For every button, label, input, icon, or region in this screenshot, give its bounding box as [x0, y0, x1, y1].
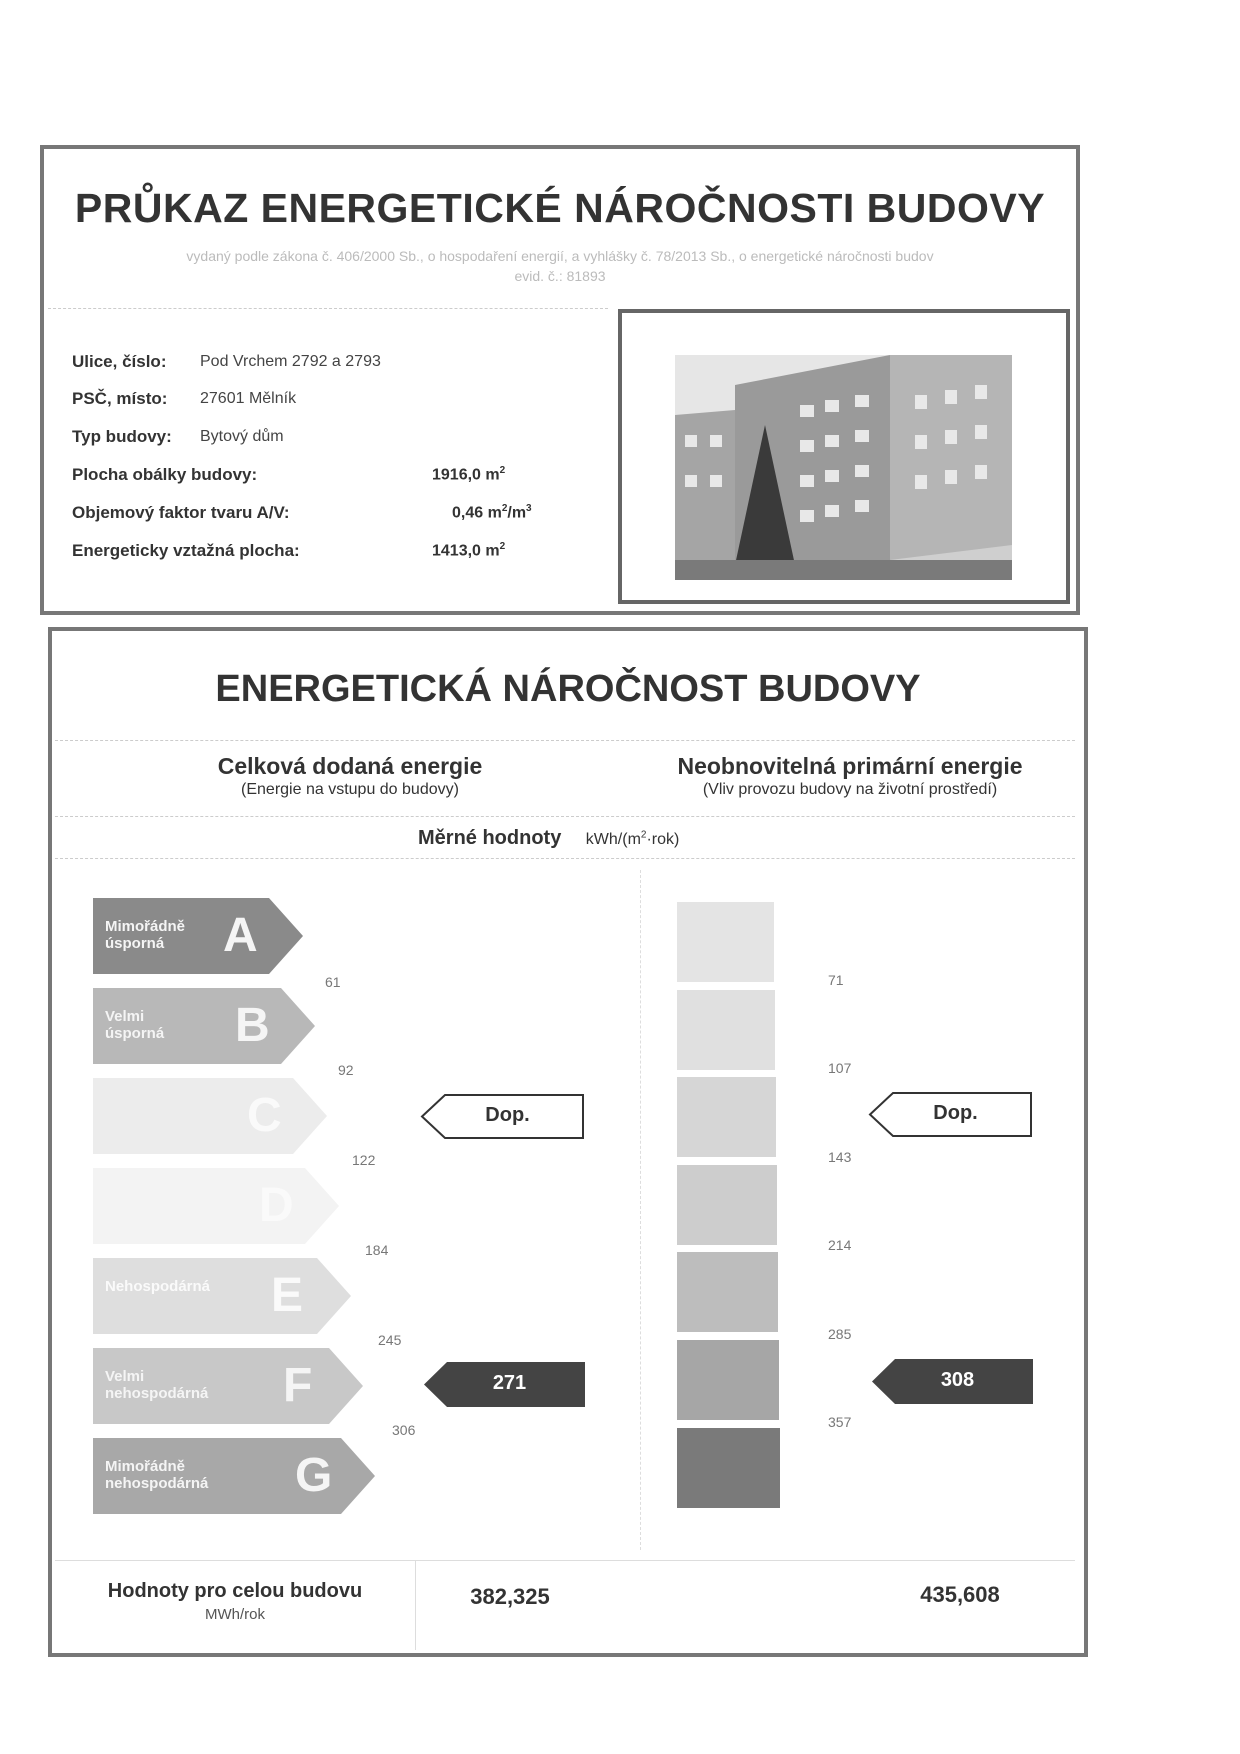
document-subtitle	[60, 246, 1060, 286]
energy-class-g-name	[105, 1458, 208, 1492]
class-name-line-1: Velmi	[105, 1008, 145, 1025]
primary-energy-class-bar	[677, 1077, 776, 1157]
street-value: Pod Vrchem 2792 a 2793	[200, 353, 381, 370]
class-name-line-2: nehospodárná	[105, 1385, 209, 1402]
left-tick-label: 61	[325, 974, 341, 990]
building-photo	[675, 355, 1012, 580]
primary-energy-class-bar	[677, 990, 775, 1070]
right-tick-label: 71	[828, 972, 844, 988]
reference-label-right: Dop.	[933, 1102, 978, 1124]
energy-class-c-arrow	[93, 1078, 329, 1154]
right-column-subheader: (Vliv provozu budovy na životní prostředí)	[702, 781, 998, 798]
energy-class-b-name	[105, 1008, 164, 1042]
right-column-header: Neobnovitelná primární energie	[677, 753, 1023, 779]
class-name-line-2: nehospodárná	[105, 1475, 209, 1492]
energy-area-value: 1413,0 $m^2$	[432, 541, 506, 560]
divider	[55, 858, 1075, 859]
shape-factor-value: 0,46 $m^2/m^3$	[452, 503, 532, 522]
psc-value: 27601 Mělník	[200, 390, 297, 407]
shape-factor-label: Objemový faktor tvaru A/V:	[72, 503, 290, 522]
class-name-line-2: úsporná	[105, 1025, 165, 1042]
area-value: 1916,0 $m^2$	[432, 465, 506, 484]
value-label-right: 308	[940, 1369, 975, 1391]
summary-right-value: 435,608	[920, 1582, 1000, 1607]
street-label: Ulice, číslo:	[72, 352, 167, 371]
right-tick-label: 143	[828, 1149, 852, 1165]
subtitle-line-1: vydaný podle zákona č. 406/2000 Sb., o hospodaření energií, a vyhlášky č. 78/2013 Sb., o energetické náročnosti budov	[186, 248, 934, 264]
class-name-line-2: úsporná	[105, 935, 165, 952]
energy-class-d-letter: D	[259, 1179, 294, 1232]
energy-class-e-name	[105, 1278, 210, 1295]
right-tick-label: 357	[828, 1414, 852, 1430]
primary-energy-class-bar	[677, 1252, 778, 1332]
summary-divider	[415, 1560, 416, 1650]
primary-energy-class-bar	[677, 1340, 779, 1420]
left-tick-label: 245	[378, 1332, 402, 1348]
right-tick-label: 285	[828, 1326, 852, 1342]
specific-values-row	[418, 827, 679, 850]
class-name-line-1: Nehospodárná	[105, 1278, 211, 1295]
primary-energy-class-bar	[677, 902, 774, 982]
energy-class-a-letter: A	[223, 909, 258, 962]
left-column-header: Celková dodaná energie	[217, 753, 483, 779]
left-tick-label: 122	[352, 1152, 376, 1168]
psc-label: PSČ, místo:	[72, 389, 168, 408]
energy-class-d-arrow	[93, 1168, 341, 1244]
primary-energy-class-bar	[677, 1165, 777, 1245]
area-label: Plocha obálky budovy:	[72, 465, 258, 484]
energy-area-label: Energeticky vztažná plocha:	[72, 541, 300, 560]
energy-class-f-name	[105, 1368, 208, 1402]
right-tick-label: 107	[828, 1060, 852, 1076]
left-tick-label: 184	[365, 1242, 389, 1258]
energy-class-f-letter: F	[283, 1359, 313, 1412]
value-label-left: 271	[492, 1372, 527, 1394]
class-name-line-1: Velmi	[105, 1368, 145, 1385]
energy-class-e-arrow	[93, 1258, 353, 1334]
subtitle-line-2: evid. č.: 81893	[514, 268, 606, 284]
document-title: PRŮKAZ ENERGETICKÉ NÁROČNOSTI BUDOVY	[74, 185, 1046, 231]
left-tick-label: 92	[338, 1062, 354, 1078]
specific-values-label: Měrné hodnoty	[418, 827, 562, 849]
summary-left-value: 382,325	[470, 1584, 550, 1609]
type-label: Typ budovy:	[72, 427, 172, 446]
primary-energy-class-bar	[677, 1428, 780, 1508]
class-name-line-1: Mimořádně	[105, 1458, 186, 1475]
energy-class-c-letter: C	[247, 1089, 282, 1142]
divider	[48, 308, 608, 309]
energy-class-g-letter: G	[295, 1449, 333, 1502]
class-name-line-1: Mimořádně	[105, 918, 186, 935]
reference-label-left: Dop.	[485, 1104, 530, 1126]
energy-class-e-letter: E	[271, 1269, 304, 1322]
column-divider	[640, 870, 641, 1550]
left-tick-label: 306	[392, 1422, 416, 1438]
specific-values-unit: kWh/$(m^2\cdot rok)$	[585, 829, 680, 848]
type-value: Bytový dům	[200, 428, 284, 445]
summary-unit: MWh/rok	[205, 1606, 265, 1623]
left-column-subheader: (Energie na vstupu do budovy)	[241, 781, 459, 798]
energy-class-a-name	[105, 918, 185, 952]
summary-label: Hodnoty pro celou budovu	[107, 1580, 363, 1602]
energy-class-b-letter: B	[235, 999, 270, 1052]
right-tick-label: 214	[828, 1237, 852, 1253]
rating-title: ENERGETICKÁ NÁROČNOST BUDOVY	[215, 668, 921, 710]
